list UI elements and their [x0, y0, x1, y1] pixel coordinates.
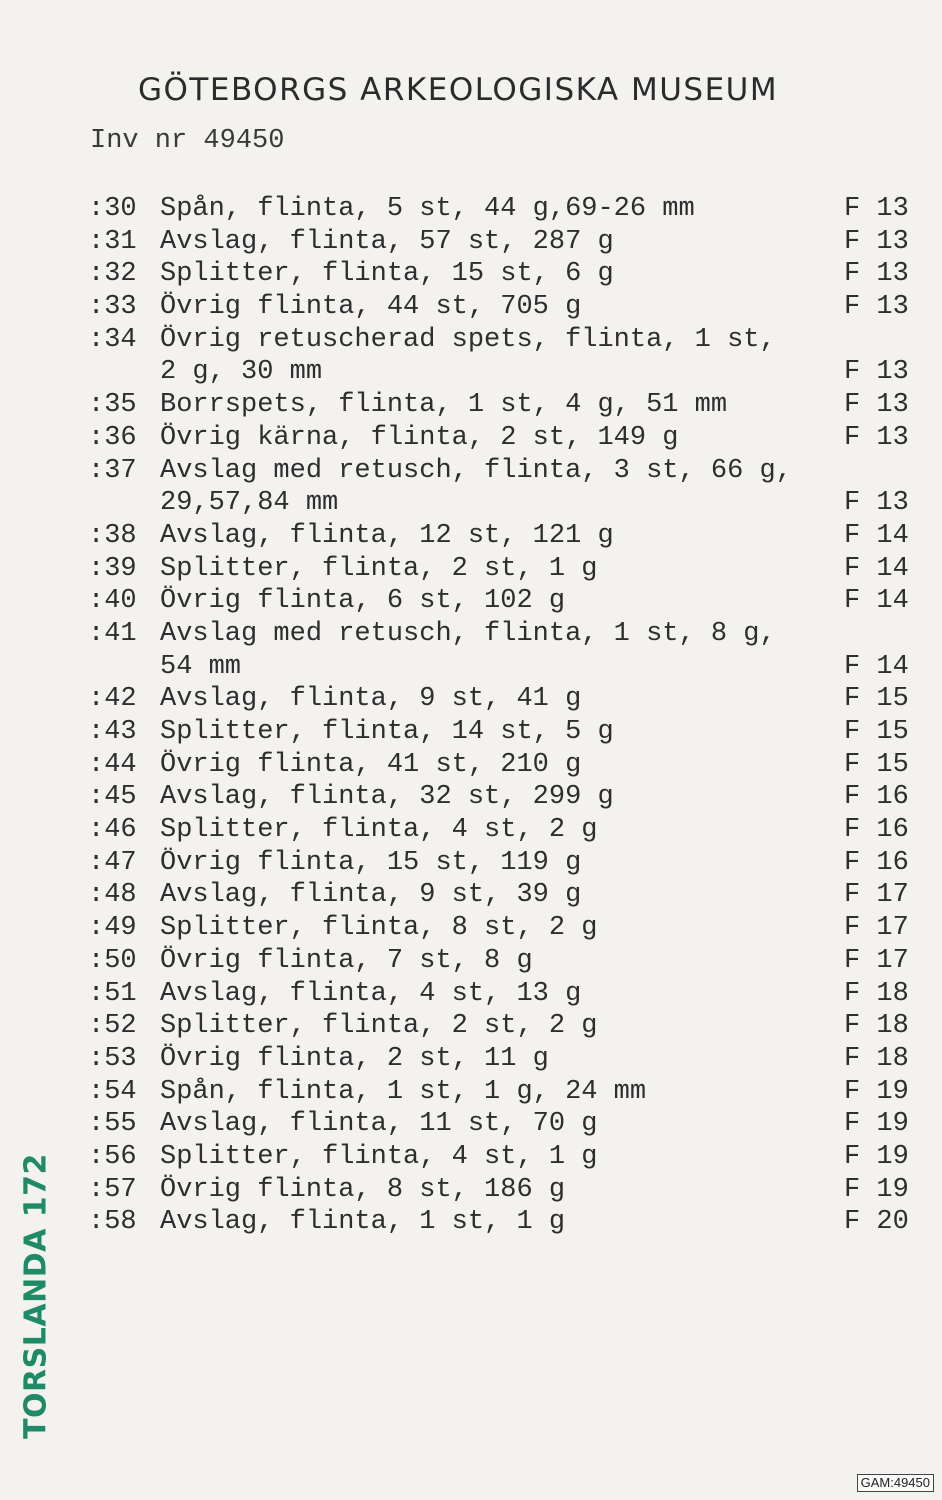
entry-description: Splitter, flinta, 15 st, 6 g [160, 259, 614, 290]
entry-row [88, 455, 918, 488]
entry-number: :57 [88, 1174, 137, 1205]
handwritten-note-text: TORSLANDA 172 [18, 1153, 54, 1439]
entry-row [88, 193, 918, 226]
entry-number: :33 [88, 292, 137, 323]
entry-number: :47 [88, 847, 137, 878]
entry-row [88, 978, 918, 1011]
entry-description: Splitter, flinta, 14 st, 5 g [160, 717, 614, 747]
entry-description: Splitter, flinta, 4 st, 1 g [160, 1141, 598, 1172]
inventory-number: Inv nr 49450 [90, 126, 285, 156]
entry-reference: F 13 [844, 226, 909, 257]
museum-title: GÖTEBORGS ARKEOLOGISKA MUSEUM [138, 72, 779, 108]
entry-row [88, 487, 918, 520]
entry-description: Övrig flinta, 8 st, 186 g [160, 1174, 566, 1205]
entry-number: :52 [88, 1011, 137, 1042]
entry-number: :38 [88, 520, 137, 551]
entry-reference: F 13 [844, 357, 909, 388]
entry-number: :37 [88, 455, 137, 486]
entry-row [88, 651, 918, 684]
entry-number: :55 [88, 1109, 137, 1140]
entry-number: :50 [88, 945, 137, 976]
entry-description: Borrspets, flinta, 1 st, 4 g, 51 mm [160, 390, 728, 421]
entry-row [88, 389, 918, 422]
entry-number: :49 [88, 913, 137, 944]
entry-number: :32 [88, 259, 137, 290]
entry-number: :53 [88, 1043, 137, 1074]
entry-number: :34 [88, 324, 137, 355]
entry-number: :30 [88, 194, 137, 224]
entry-reference: F 15 [844, 684, 909, 715]
entry-row [88, 1108, 918, 1141]
entry-description: Avslag med retusch, flinta, 1 st, 8 g, [160, 618, 776, 649]
entry-row [88, 553, 918, 586]
entry-number: :45 [88, 782, 137, 813]
entry-row [88, 1174, 918, 1207]
entry-description: Övrig flinta, 44 st, 705 g [160, 292, 582, 323]
entry-reference: F 17 [844, 880, 909, 911]
entry-reference: F 13 [844, 259, 909, 290]
entry-row [88, 324, 918, 357]
entry-description: Spån, flinta, 1 st, 1 g, 24 mm [160, 1076, 647, 1107]
entry-reference: F 16 [844, 782, 909, 813]
entry-row [88, 847, 918, 880]
entry-row [88, 226, 918, 259]
entry-reference: F 19 [844, 1141, 909, 1172]
entry-description: Splitter, flinta, 2 st, 1 g [160, 553, 598, 584]
entry-row [88, 291, 918, 324]
entry-row [88, 912, 918, 945]
entry-description: Avslag, flinta, 4 st, 13 g [160, 978, 582, 1009]
entry-description: 29,57,84 mm [160, 488, 339, 519]
entry-description: Övrig flinta, 6 st, 102 g [160, 586, 566, 617]
entry-row [88, 585, 918, 618]
entry-row [88, 1141, 918, 1174]
entry-description: Avslag, flinta, 32 st, 299 g [160, 782, 614, 813]
entry-reference: F 18 [844, 1011, 909, 1042]
entry-description: Splitter, flinta, 4 st, 2 g [160, 815, 598, 846]
entry-row [88, 879, 918, 912]
entry-number: :44 [88, 749, 137, 780]
entry-description: Övrig flinta, 2 st, 11 g [160, 1043, 549, 1074]
entry-number: :36 [88, 422, 137, 453]
entry-row [88, 1076, 918, 1109]
entry-reference: F 15 [844, 717, 909, 747]
entry-number: :51 [88, 978, 137, 1009]
entry-number: :58 [88, 1207, 137, 1238]
entry-reference: F 13 [844, 488, 909, 519]
entry-reference: F 19 [844, 1076, 909, 1107]
entry-number: :35 [88, 390, 137, 421]
entry-reference: F 14 [844, 520, 909, 551]
entry-reference: F 14 [844, 553, 909, 584]
entry-description: Spån, flinta, 5 st, 44 g,69-26 mm [160, 194, 695, 224]
entry-description: Övrig retuscherad spets, flinta, 1 st, [160, 324, 776, 355]
entry-reference: F 18 [844, 1043, 909, 1074]
entry-reference: F 14 [844, 586, 909, 617]
entry-row [88, 1043, 918, 1076]
entry-row [88, 1206, 918, 1239]
entry-row [88, 618, 918, 651]
entry-description: Övrig flinta, 7 st, 8 g [160, 945, 533, 976]
entry-row [88, 258, 918, 291]
entry-row [88, 683, 918, 716]
entry-row [88, 749, 918, 782]
entry-reference: F 16 [844, 815, 909, 846]
entry-reference: F 19 [844, 1109, 909, 1140]
entry-description: Avslag, flinta, 9 st, 39 g [160, 880, 582, 911]
entry-reference: F 17 [844, 945, 909, 976]
entry-row [88, 356, 918, 389]
entry-number: :43 [88, 717, 137, 747]
entry-description: Övrig flinta, 15 st, 119 g [160, 847, 582, 878]
entry-description: 54 mm [160, 651, 242, 682]
entry-row [88, 716, 918, 749]
entry-description: Splitter, flinta, 8 st, 2 g [160, 913, 598, 944]
entry-reference: F 13 [844, 390, 909, 421]
entry-number: :42 [88, 684, 137, 715]
entry-row [88, 814, 918, 847]
entry-reference: F 20 [844, 1207, 909, 1238]
entry-description: Avslag, flinta, 9 st, 41 g [160, 684, 582, 715]
entry-reference: F 17 [844, 913, 909, 944]
entry-number: :31 [88, 226, 137, 257]
entry-reference: F 16 [844, 847, 909, 878]
entry-number: :56 [88, 1141, 137, 1172]
entry-row [88, 945, 918, 978]
entry-list [88, 193, 918, 1239]
entry-description: Splitter, flinta, 2 st, 2 g [160, 1011, 598, 1042]
entry-number: :41 [88, 618, 137, 649]
entry-reference: F 18 [844, 978, 909, 1009]
entry-number: :54 [88, 1076, 137, 1107]
entry-description: 2 g, 30 mm [160, 357, 323, 388]
entry-reference: F 19 [844, 1174, 909, 1205]
entry-description: Avslag, flinta, 12 st, 121 g [160, 520, 614, 551]
entry-description: Avslag, flinta, 11 st, 70 g [160, 1109, 598, 1140]
entry-row [88, 422, 918, 455]
entry-description: Avslag med retusch, flinta, 3 st, 66 g, [160, 455, 792, 486]
entry-row [88, 520, 918, 553]
entry-description: Övrig kärna, flinta, 2 st, 149 g [160, 422, 679, 453]
entry-reference: F 14 [844, 651, 909, 682]
entry-row [88, 1010, 918, 1043]
entry-reference: F 13 [844, 422, 909, 453]
entry-number: :40 [88, 586, 137, 617]
entry-reference: F 13 [844, 292, 909, 323]
entry-row [88, 781, 918, 814]
entry-reference: F 15 [844, 749, 909, 780]
entry-number: :39 [88, 553, 137, 584]
entry-description: Avslag, flinta, 1 st, 1 g [160, 1207, 566, 1238]
entry-number: :48 [88, 880, 137, 911]
entry-number: :46 [88, 815, 137, 846]
archive-stamp: GAM:49450 [857, 1474, 934, 1492]
entry-reference: F 13 [844, 194, 909, 224]
entry-description: Avslag, flinta, 57 st, 287 g [160, 226, 614, 257]
entry-description: Övrig flinta, 41 st, 210 g [160, 749, 582, 780]
